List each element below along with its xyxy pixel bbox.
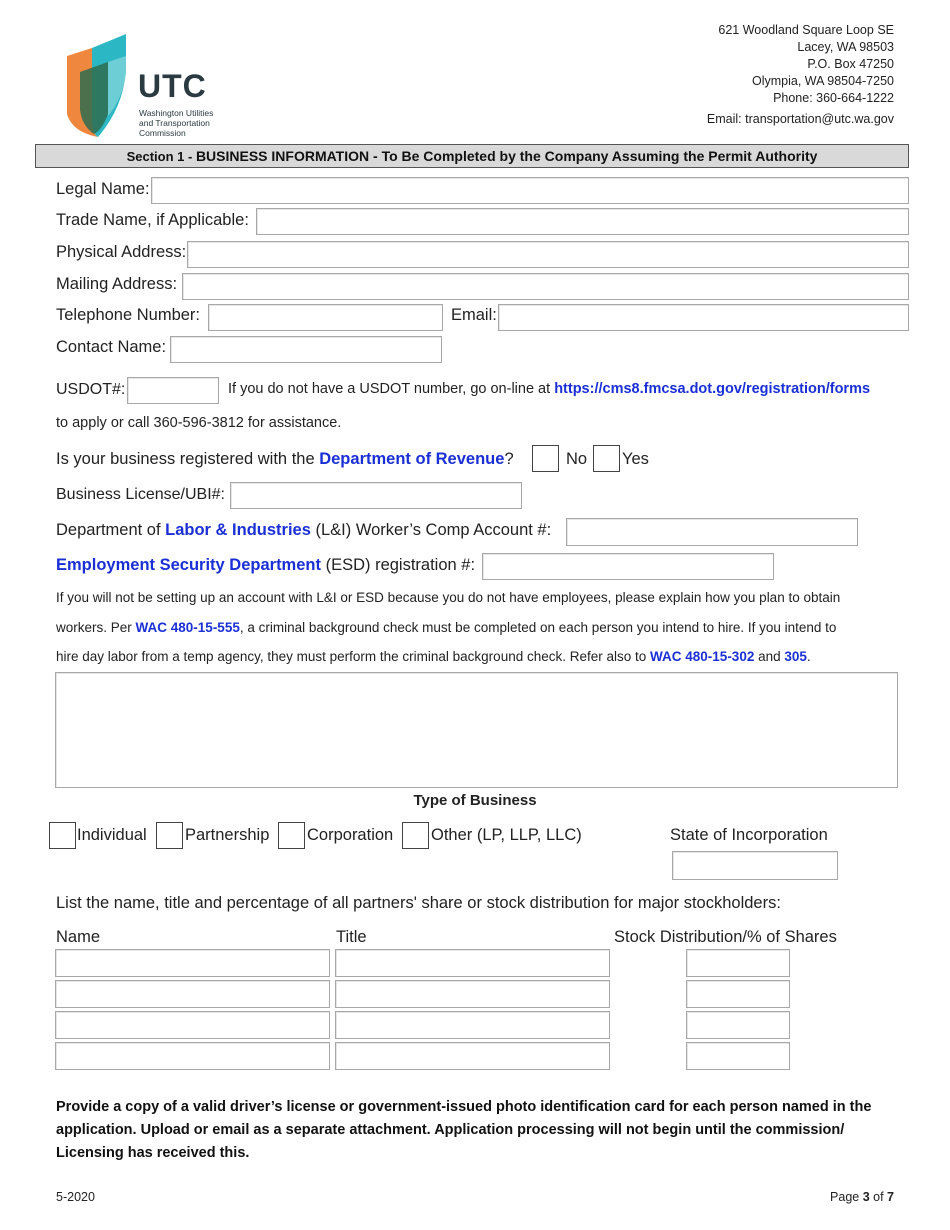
physical-address-input[interactable] bbox=[187, 241, 909, 268]
legal-name-label: Legal Name: bbox=[56, 180, 150, 198]
stockholder-shares-input[interactable] bbox=[686, 980, 790, 1008]
header-email: Email: transportation@utc.wa.gov bbox=[706, 112, 894, 126]
page-total: 7 bbox=[887, 1190, 894, 1204]
stockholder-shares-input[interactable] bbox=[686, 1011, 790, 1039]
explain-line3 bbox=[56, 649, 811, 664]
email-label: Email: bbox=[451, 306, 497, 324]
utc-logo bbox=[62, 34, 232, 140]
stockholder-name-input[interactable] bbox=[55, 1011, 330, 1039]
mailing-address-label: Mailing Address: bbox=[56, 275, 178, 293]
contact-name-label: Contact Name: bbox=[56, 338, 167, 356]
explain-line3-mid: and bbox=[754, 649, 785, 664]
stockholder-title-input[interactable] bbox=[335, 1042, 610, 1070]
fmcsa-link[interactable]: https://cms8.fmcsa.dot.gov/registration/forms bbox=[554, 381, 871, 397]
revenue-yes-checkbox[interactable] bbox=[593, 445, 620, 472]
usdot-note-text: If you do not have a USDOT number, go on-line at bbox=[228, 381, 551, 397]
trade-name-input[interactable] bbox=[256, 208, 909, 235]
partnership-checkbox[interactable] bbox=[156, 822, 183, 849]
stockholder-title-input[interactable] bbox=[335, 980, 610, 1008]
department-of-revenue-link[interactable]: Department of Revenue bbox=[319, 450, 505, 468]
esd-link[interactable]: Employment Security Department bbox=[56, 556, 321, 574]
labor-industries-link[interactable]: Labor & Industries bbox=[165, 521, 311, 539]
page-prefix: Page bbox=[830, 1190, 863, 1204]
telephone-input[interactable] bbox=[208, 304, 443, 331]
col-name-header: Name bbox=[56, 928, 101, 946]
utc-logo-sub3: Commission bbox=[139, 128, 186, 138]
usdot-note-line2: to apply or call 360-596-3812 for assistance. bbox=[56, 415, 342, 431]
usdot-note bbox=[228, 381, 870, 397]
explanation-textarea[interactable] bbox=[55, 672, 898, 788]
explain-line3-after: . bbox=[806, 649, 811, 664]
section-prefix: Section 1 - bbox=[126, 149, 196, 164]
utc-logo-text: UTC bbox=[138, 68, 207, 104]
col-stock-header: Stock Distribution/% of Shares bbox=[614, 928, 837, 946]
esd-registration-input[interactable] bbox=[482, 553, 774, 580]
revenue-yes-label: Yes bbox=[622, 450, 649, 468]
individual-label: Individual bbox=[77, 826, 147, 844]
type-of-business-heading: Type of Business bbox=[413, 792, 537, 809]
other-label: Other (LP, LLP, LLC) bbox=[431, 826, 582, 844]
stockholder-title-input[interactable] bbox=[335, 1011, 610, 1039]
revenue-no-checkbox[interactable] bbox=[532, 445, 559, 472]
address-line: 621 Woodland Square Loop SE bbox=[718, 23, 894, 37]
esd-label bbox=[56, 556, 475, 575]
utc-logo-mark bbox=[62, 34, 130, 138]
utc-logo-sub1: Washington Utilities bbox=[139, 108, 214, 118]
usdot-input[interactable] bbox=[127, 377, 219, 404]
wac-305-link[interactable]: 305 bbox=[784, 649, 807, 664]
corporation-checkbox[interactable] bbox=[278, 822, 305, 849]
revenue-question bbox=[56, 450, 514, 469]
stockholder-shares-input[interactable] bbox=[686, 1042, 790, 1070]
revenue-q-after: ? bbox=[504, 450, 514, 468]
section-header bbox=[35, 144, 909, 168]
address-line: Lacey, WA 98503 bbox=[797, 40, 894, 54]
mailing-address-input[interactable] bbox=[182, 273, 909, 300]
other-checkbox[interactable] bbox=[402, 822, 429, 849]
page-of: of bbox=[869, 1190, 888, 1204]
stockholder-name-input[interactable] bbox=[55, 980, 330, 1008]
contact-name-input[interactable] bbox=[170, 336, 442, 363]
id-notice: Provide a copy of a valid driver’s license or government-issued photo identification card for each person named in the application. Upload or email as a separate attachment. Application processing will not begin until the commission/ Licensing has received this. bbox=[56, 1099, 872, 1161]
business-license-label: Business License/UBI#: bbox=[56, 486, 225, 503]
trade-name-label: Trade Name, if Applicable: bbox=[56, 211, 249, 229]
stockholder-shares-input[interactable] bbox=[686, 949, 790, 977]
revenue-q-before: Is your business registered with the bbox=[56, 450, 320, 468]
address-line: Olympia, WA 98504-7250 bbox=[752, 74, 894, 88]
individual-checkbox[interactable] bbox=[49, 822, 76, 849]
usdot-label: USDOT#: bbox=[56, 381, 126, 398]
telephone-label: Telephone Number: bbox=[56, 306, 201, 324]
state-of-incorporation-label: State of Incorporation bbox=[670, 826, 828, 844]
address-line: P.O. Box 47250 bbox=[807, 57, 894, 71]
stockholder-title-input[interactable] bbox=[335, 949, 610, 977]
email-input[interactable] bbox=[498, 304, 909, 331]
explain-line3-before: hire day labor from a temp agency, they must perform the criminal background check. Refer also to bbox=[56, 649, 651, 664]
footer-date: 5-2020 bbox=[56, 1190, 95, 1204]
lni-before: Department of bbox=[56, 521, 166, 539]
corporation-label: Corporation bbox=[307, 826, 394, 844]
stockholders-prompt: List the name, title and percentage of all partners' share or stock distribution for major stockholders: bbox=[56, 894, 781, 912]
section-title: BUSINESS INFORMATION - To Be Completed by the Company Assuming the Permit Authority bbox=[195, 148, 818, 164]
explain-line1: If you will not be setting up an account with L&I or ESD because you do not have employees, please explain how you plan to obtain bbox=[56, 590, 841, 605]
revenue-no-label: No bbox=[566, 450, 588, 468]
explain-line2 bbox=[56, 620, 836, 635]
physical-address-label: Physical Address: bbox=[56, 243, 187, 261]
legal-name-input[interactable] bbox=[151, 177, 909, 204]
explain-line2-after: , a criminal background check must be completed on each person you intend to hire. If you intend to bbox=[239, 620, 837, 635]
wac-480-15-302-link[interactable]: WAC 480-15-302 bbox=[650, 649, 755, 664]
lni-account-input[interactable] bbox=[566, 518, 858, 546]
utc-logo-sub2: and Transportation bbox=[139, 118, 210, 128]
page-number: 3 bbox=[862, 1190, 870, 1204]
stockholder-name-input[interactable] bbox=[55, 949, 330, 977]
explain-line2-before: workers. Per bbox=[56, 620, 136, 635]
stockholder-name-input[interactable] bbox=[55, 1042, 330, 1070]
footer-page bbox=[830, 1190, 894, 1204]
lni-after: (L&I) Worker’s Comp Account #: bbox=[310, 521, 552, 539]
address-line: Phone: 360-664-1222 bbox=[773, 91, 894, 105]
header-address bbox=[707, 22, 894, 128]
lni-label bbox=[56, 521, 551, 540]
col-title-header: Title bbox=[336, 928, 367, 946]
state-of-incorporation-input[interactable] bbox=[672, 851, 838, 880]
business-license-input[interactable] bbox=[230, 482, 522, 509]
esd-after: (ESD) registration #: bbox=[320, 556, 476, 574]
wac-480-15-555-link[interactable]: WAC 480-15-555 bbox=[135, 620, 240, 635]
partnership-label: Partnership bbox=[185, 826, 270, 844]
